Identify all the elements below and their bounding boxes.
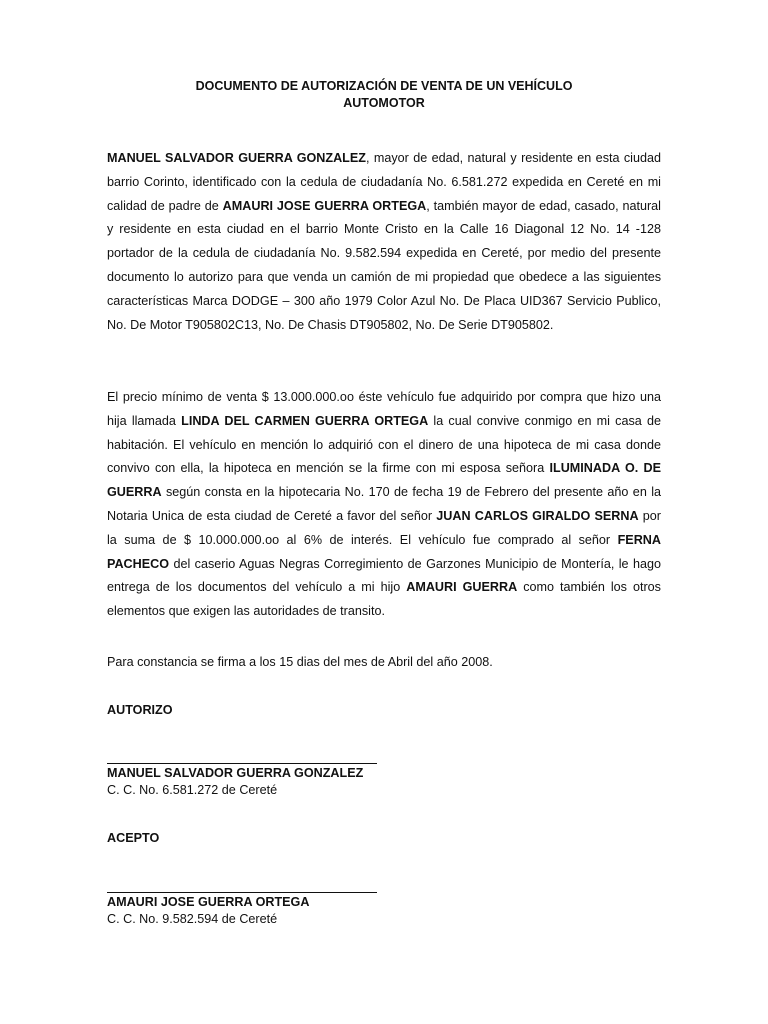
wife-name: ILUMINADA O. DE GUERRA bbox=[107, 461, 662, 500]
authorization-paragraph bbox=[107, 147, 661, 337]
paragraph-text: del caserio Aguas Negras Corregimiento de Garzones Municipio de Montería, le hago entrega de los documentos del vehículo a mi hijo bbox=[107, 556, 661, 595]
son-name: AMAURI GUERRA bbox=[406, 580, 518, 595]
signature-line-grantor bbox=[107, 763, 377, 764]
document-title bbox=[107, 78, 661, 112]
closing-statement: Para constancia se firma a los 15 dias del mes de Abril del año 2008. bbox=[107, 655, 493, 669]
creditor-name: JUAN CARLOS GIRALDO SERNA bbox=[436, 508, 639, 523]
grantor-name: MANUEL SALVADOR GUERRA GONZALEZ bbox=[107, 151, 366, 165]
paragraph-text: la cual convive conmigo en mi casa de habitación. El vehículo en mención lo adquirió con el dinero de una hipoteca de mi casa donde convivo con ella, la hipoteca en mención se la firme con mi esposa señora bbox=[107, 413, 661, 476]
signature-line-authorized bbox=[107, 892, 377, 893]
title-line-1: DOCUMENTO DE AUTORIZACIÓN DE VENTA DE UN VEHÍCULO bbox=[195, 79, 573, 93]
authorized-name: AMAURI JOSE GUERRA ORTEGA bbox=[222, 198, 427, 213]
authorized-signature-id: C. C. No. 9.582.594 de Cereté bbox=[107, 912, 278, 926]
paragraph-text: , también mayor de edad, casado, natural y residente en esta ciudad en el barrio Monte Cristo en la Calle 16 Diagonal 12 No. 14 -128 portador de la cedula de ciudadanía No. 9.582.594 expedida en Cereté, por medio del presente documento lo autorizo para que venda un camión de mi propiedad que obedece a las siguientes características Marca DODGE – 300 año 1979 Color Azul No. De Placa UID367 Servicio Publico, No. De Motor T905802C13, No. De Chasis DT905802, No. De Serie DT905802. bbox=[107, 198, 661, 332]
paragraph-text: por la suma de $ 10.000.000.oo al 6% de interés. El vehículo fue comprado al señor bbox=[107, 508, 661, 547]
grantor-signature-name: MANUEL SALVADOR GUERRA GONZALEZ bbox=[107, 766, 364, 780]
daughter-name: LINDA DEL CARMEN GUERRA ORTEGA bbox=[181, 413, 429, 428]
paragraph-text: según consta en la hipotecaria No. 170 de fecha 19 de Febrero del presente año en la Notaria Unica de esta ciudad de Cereté a favor del señor bbox=[107, 485, 661, 523]
paragraph-text: como también los otros elementos que exigen las autoridades de transito. bbox=[107, 580, 661, 619]
seller-name: FERNA PACHECO bbox=[107, 532, 661, 571]
acepto-label: ACEPTO bbox=[107, 831, 160, 845]
title-line-2: AUTOMOTOR bbox=[343, 96, 425, 110]
paragraph-text: , mayor de edad, natural y residente en esta ciudad barrio Corinto, identificado con la cedula de ciudadanía No. 6.581.272 expedida en Cereté en mi calidad de padre de bbox=[107, 151, 661, 213]
price-paragraph bbox=[107, 386, 661, 624]
authorized-signature-name: AMAURI JOSE GUERRA ORTEGA bbox=[107, 895, 310, 909]
paragraph-text: El precio mínimo de venta $ 13.000.000.oo éste vehículo fue adquirido por compra que hizo una hija llamada bbox=[107, 390, 661, 428]
grantor-signature-id: C. C. No. 6.581.272 de Cereté bbox=[107, 783, 278, 797]
autorizo-label: AUTORIZO bbox=[107, 703, 173, 717]
